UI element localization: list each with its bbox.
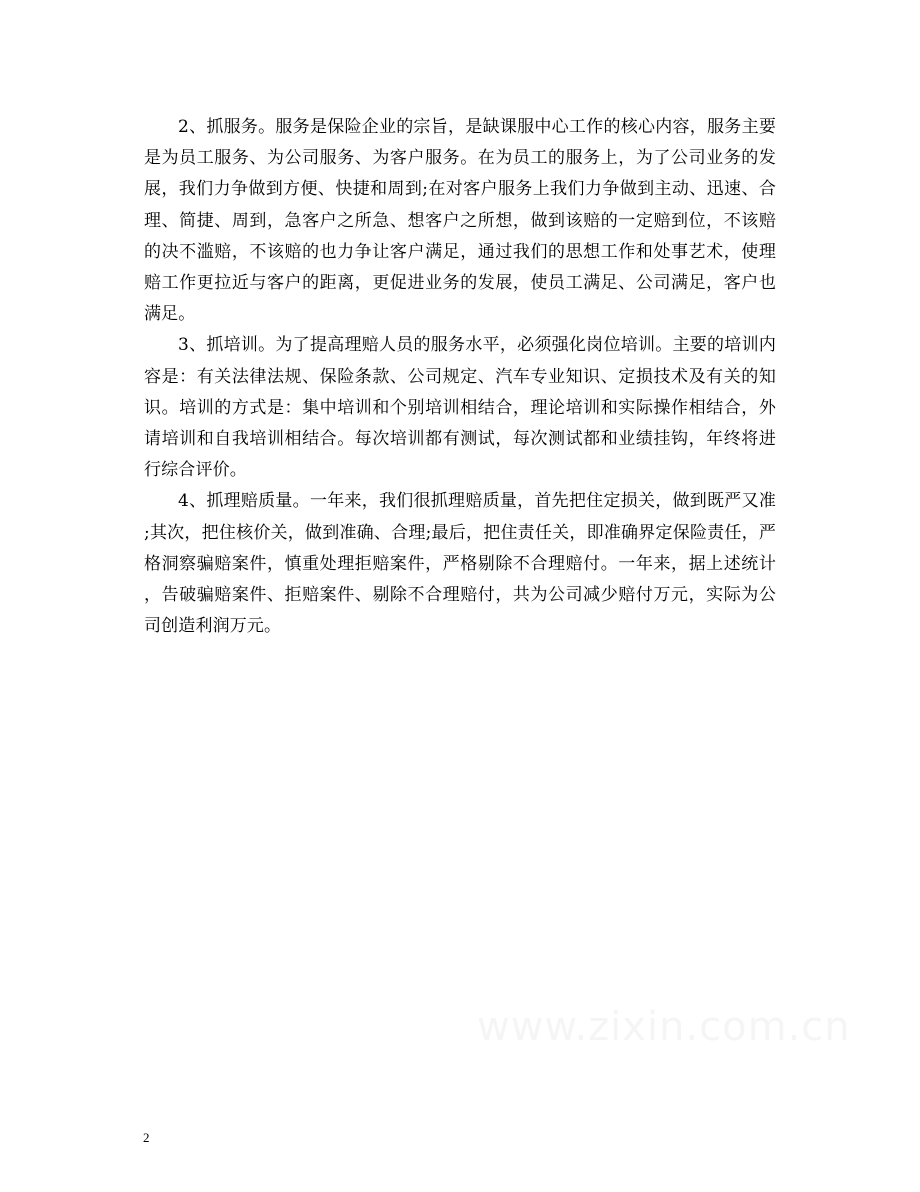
watermark-text: www.zixin.com.cn: [477, 1004, 851, 1050]
paragraph-training: 3、抓培训。为了提高理赔人员的服务水平，必须强化岗位培训。主要的培训内容是：有关法律法规、保险条款、公司规定、汽车专业知识、定损技术及有关的知识。培训的方式是：集中培训和个别培训相结合，理论培训和实际操作相结合，外请培训和自我培训相结合。每次培训都有测试，每次测试都和业绩挂钩，年终将进行综合评价。: [144, 335, 776, 481]
document-body: [144, 112, 776, 642]
paragraph-claim-quality: 4、抓理赔质量。一年来，我们很抓理赔质量，首先把住定损关，做到既严又准;其次，把住核价关，做到准确、合理;最后，把住责任关，即准确界定保险责任，严格洞察骗赔案件，慎重处理拒赔案件，严格剔除不合理赔付。一年来，据上述统计，告破骗赔案件、拒赔案件、剔除不合理赔付，共为公司减少赔付万元，实际为公司创造利润万元。: [144, 491, 776, 637]
page-number: 2: [143, 1130, 150, 1145]
paragraph-service: 2、抓服务。服务是保险企业的宗旨，是缺课服中心工作的核心内容，服务主要是为员工服务、为公司服务、为客户服务。在为员工的服务上，为了公司业务的发展，我们力争做到方便、快捷和周到;在对客户服务上我们力争做到主动、迅速、合理、简捷、周到，急客户之所急、想客户之所想，做到该赔的一定赔到位，不该赔的决不滥赔，不该赔的也力争让客户满足，通过我们的思想工作和处事艺术，使理赔工作更拉近与客户的距离，更促进业务的发展，使员工满足、公司满足，客户也满足。: [144, 117, 776, 325]
